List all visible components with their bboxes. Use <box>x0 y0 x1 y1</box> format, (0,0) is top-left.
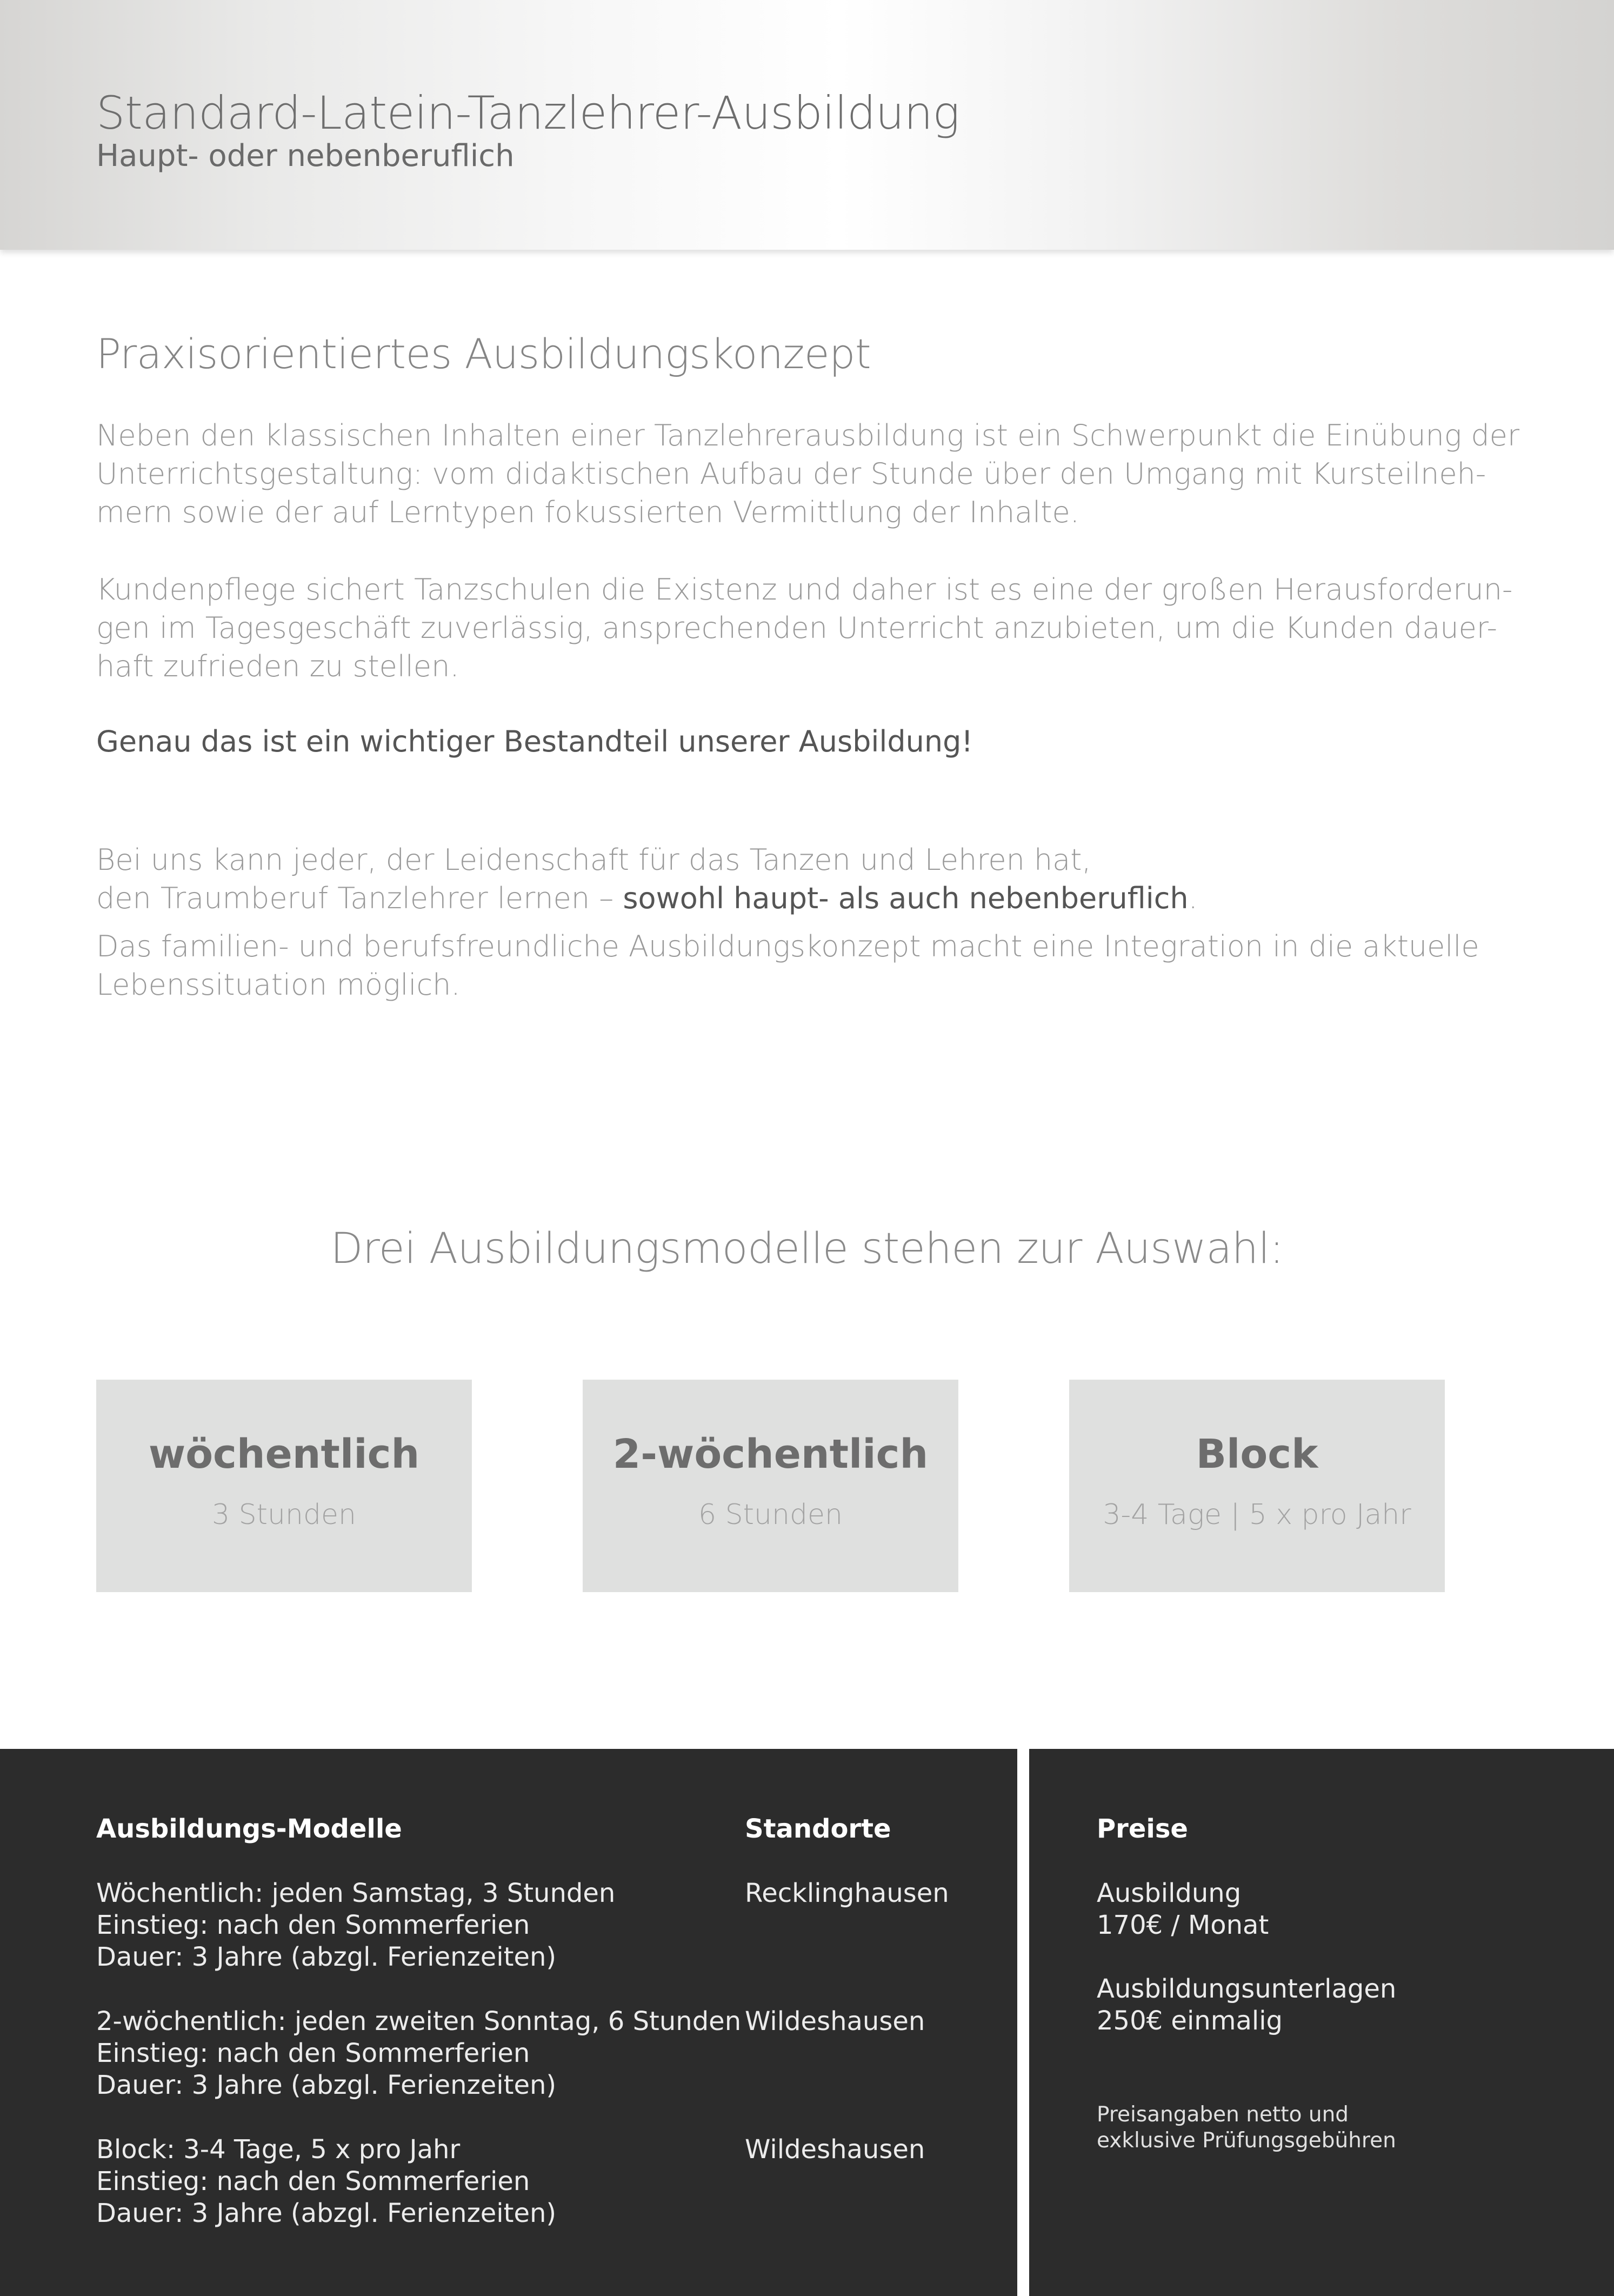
card-subtitle: 3-4 Tage | 5 x pro Jahr <box>1103 1499 1411 1531</box>
price-training <box>1097 1878 1269 1941</box>
text-line: haft zufrieden zu stellen. <box>96 649 459 683</box>
page-subtitle: Haupt- oder nebenberuflich <box>96 138 515 174</box>
price-value: 170€ / Monat <box>1097 1910 1269 1940</box>
highlight-text: Genau das ist ein wichtiger Bestandteil unserer Ausbildung! <box>96 724 973 758</box>
text-line: Neben den klassischen Inhalten einer Tanzlehrerausbildung ist ein Schwerpunkt die Einübung der <box>96 418 1520 452</box>
text-line: Block: 3-4 Tage, 5 x pro Jahr <box>96 2134 461 2165</box>
text-line: Dauer: 3 Jahre (abzgl. Ferienzeiten) <box>96 2070 557 2100</box>
intro-paragraph-3 <box>96 841 1480 917</box>
model-card-weekly <box>96 1380 472 1592</box>
price-label: Ausbildung <box>1097 1878 1242 1908</box>
text-line: Kundenpflege sichert Tanzschulen die Existenz und daher ist es eine der großen Herausforderun- <box>96 573 1513 607</box>
models-heading: Drei Ausbildungsmodelle stehen zur Auswahl: <box>330 1224 1284 1273</box>
price-materials <box>1097 1973 1396 2037</box>
footer-prices-heading: Preise <box>1097 1814 1188 1844</box>
footer-location-biweekly: Wildeshausen <box>745 2006 925 2037</box>
intro-paragraph-2 <box>96 570 1513 686</box>
footer-models-heading: Ausbildungs-Modelle <box>96 1814 402 1844</box>
intro-paragraph-1 <box>96 416 1520 531</box>
footer-model-biweekly <box>96 2006 741 2101</box>
text-fragment: den Traumberuf Tanzlehrer lernen – <box>96 881 623 915</box>
card-title: 2-wöchentlich <box>612 1431 929 1478</box>
emphasis-text: sowohl haupt- als auch nebenberuflich <box>623 881 1189 915</box>
text-line: Unterrichtsgestaltung: vom didaktischen Aufbau der Stunde über den Umgang mit Kursteilneh- <box>96 457 1486 491</box>
footer-location-weekly: Recklinghausen <box>745 1878 949 1908</box>
text-line: Dauer: 3 Jahre (abzgl. Ferienzeiten) <box>96 2198 557 2228</box>
price-note <box>1097 2102 1396 2154</box>
text-line: gen im Tagesgeschäft zuverlässig, ansprechenden Unterricht anzubieten, um die Kunden dauer- <box>96 611 1498 645</box>
footer-location-block: Wildeshausen <box>745 2134 925 2165</box>
intro-paragraph-4 <box>96 927 1480 1004</box>
text-line: mern sowie der auf Lerntypen fokussierten Vermittlung der Inhalte. <box>96 495 1079 529</box>
text-line: Preisangaben netto und <box>1097 2102 1349 2127</box>
footer-model-block <box>96 2134 556 2230</box>
page-title: Standard-Latein-Tanzlehrer-Ausbildung <box>96 86 960 139</box>
card-subtitle: 6 Stunden <box>698 1499 843 1531</box>
text-line: Bei uns kann jeder, der Leidenschaft für das Tanzen und Lehren hat, <box>96 843 1091 877</box>
text-line: Das familien- und berufsfreundliche Ausbildungskonzept macht eine Integration in die aktuelle <box>96 929 1479 963</box>
model-card-biweekly <box>583 1380 958 1592</box>
intro-highlight <box>96 722 1480 761</box>
text-line: Einstieg: nach den Sommerferien <box>96 2166 530 2197</box>
footer-locations-heading: Standorte <box>745 1814 891 1844</box>
text-line: Dauer: 3 Jahre (abzgl. Ferienzeiten) <box>96 1942 557 1972</box>
card-title: wöchentlich <box>148 1431 420 1478</box>
text-line: exklusive Prüfungsgebühren <box>1097 2128 1396 2153</box>
footer-model-weekly <box>96 1878 615 1973</box>
text-fragment: . <box>1188 881 1198 915</box>
text-line: Lebenssituation möglich. <box>96 968 461 1002</box>
text-line: Einstieg: nach den Sommerferien <box>96 1910 530 1940</box>
section-title: Praxisorientiertes Ausbildungskonzept <box>96 330 871 378</box>
price-label: Ausbildungsunterlagen <box>1097 1974 1397 2004</box>
text-line: Wöchentlich: jeden Samstag, 3 Stunden <box>96 1878 616 1908</box>
page-header <box>0 0 1614 250</box>
price-value: 250€ einmalig <box>1097 2006 1283 2036</box>
model-card-block <box>1069 1380 1445 1592</box>
card-subtitle: 3 Stunden <box>212 1499 356 1531</box>
text-line: 2-wöchentlich: jeden zweiten Sonntag, 6 Stunden <box>96 2006 742 2037</box>
text-line <box>96 879 1480 917</box>
text-line: Einstieg: nach den Sommerferien <box>96 2038 530 2068</box>
card-title: Block <box>1196 1431 1318 1478</box>
